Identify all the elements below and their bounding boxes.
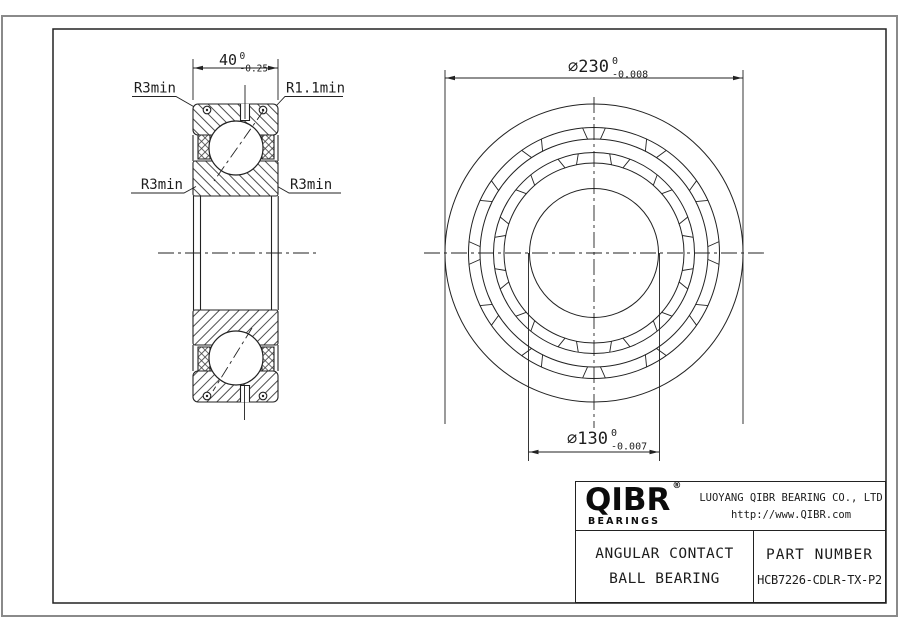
arrow-left-icon xyxy=(194,66,203,71)
fillet-label-top-right: R1.1min xyxy=(286,80,346,97)
fillet-label-top-left: R3min xyxy=(133,80,176,97)
company-name: LUOYANG QIBR BEARING CO., LTD xyxy=(699,491,883,504)
cage-pocket-bar-line xyxy=(696,304,708,305)
part-number-cell xyxy=(753,531,885,602)
cage-pocket-bar-line xyxy=(662,312,672,316)
cage-pocket-bar-line xyxy=(500,217,509,224)
front-view xyxy=(424,97,766,428)
title-block-header-row xyxy=(576,482,885,531)
fillet-label-mid-right: R3min xyxy=(290,177,333,193)
product-line1: ANGULAR CONTACT xyxy=(595,546,734,562)
cage-pocket-bar-line xyxy=(689,181,696,191)
width-tol-upper: 0 xyxy=(239,51,246,62)
cage-pocket-bar-line xyxy=(682,236,693,238)
cage-pocket-bar-line xyxy=(531,175,535,185)
width-value: 40 xyxy=(218,51,237,69)
cage-pocket-bar-line xyxy=(541,139,542,151)
cage-pocket-bar-line xyxy=(500,282,509,289)
cage-pocket-bar-line xyxy=(516,312,526,316)
cage-pocket-bar-line xyxy=(558,338,565,347)
ball-bottom xyxy=(209,331,263,385)
part-number-label: PART NUMBER xyxy=(765,546,874,563)
od-tol-lower: -0.008 xyxy=(612,69,649,81)
bore-tol-upper: 0 xyxy=(611,428,618,439)
cage-pocket-bar-line xyxy=(583,367,588,378)
cage-pocket-bar-line xyxy=(679,217,688,224)
registered-mark-icon: ® xyxy=(672,481,682,492)
od-value: ⌀230 xyxy=(568,57,609,77)
cage-pocket-bar-line xyxy=(682,269,693,271)
cage-pocket-bar-line xyxy=(689,315,696,325)
cage-pocket-bar-line xyxy=(531,321,535,331)
cage-pocket-bar-line xyxy=(469,242,480,247)
outer-ring-bottom-notch xyxy=(241,386,250,403)
cage-pocket-bar-line xyxy=(480,304,492,305)
title-block xyxy=(575,481,886,603)
leader-top-right xyxy=(277,97,344,106)
logo-text: QIBR ® xyxy=(585,481,682,519)
arrow-left-icon xyxy=(446,76,455,81)
product-name-cell xyxy=(576,531,753,602)
cage-pocket-bar-line xyxy=(522,150,532,157)
cage-pocket-bar-line xyxy=(491,181,498,191)
company-info xyxy=(697,492,885,521)
od-tol-upper: 0 xyxy=(612,56,619,67)
section-view xyxy=(158,85,320,420)
cage-pocket-bar-line xyxy=(708,259,719,264)
cage-pocket-bar-line xyxy=(662,190,672,194)
cage-pocket-bar-line xyxy=(610,154,612,165)
cage-pocket-bar-line xyxy=(708,242,719,247)
cage-top-right xyxy=(262,135,274,159)
title-block-detail-row xyxy=(576,531,885,602)
product-line2: BALL BEARING xyxy=(609,571,720,587)
cage-pocket-bar-line xyxy=(600,128,605,139)
cage-pocket-bar-line xyxy=(495,236,506,238)
cage-pocket-bar-line xyxy=(656,348,666,355)
fillet-label-mid-left: R3min xyxy=(140,177,183,193)
cage-pocket-bar-line xyxy=(577,341,579,352)
cage-pocket-bar-line xyxy=(491,315,498,325)
cage-pocket-bar-line xyxy=(623,159,630,168)
arrow-right-icon xyxy=(733,76,742,81)
cage-pocket-bar-line xyxy=(623,338,630,347)
cage-pocket-bar-line xyxy=(656,150,666,157)
cage-pocket-bar-line xyxy=(516,190,526,194)
company-logo xyxy=(576,481,697,528)
cage-pocket-bar-line xyxy=(522,348,532,355)
cage-pocket-bar-line xyxy=(696,200,708,201)
arrow-left-icon xyxy=(530,450,539,455)
cage-pocket-bar-line xyxy=(469,259,480,264)
ball-top xyxy=(209,121,263,175)
cage-pocket-bar-line xyxy=(679,282,688,289)
logo-subtitle: BEARINGS xyxy=(588,516,661,528)
part-number-value: HCB7226-CDLR-TX-P2 xyxy=(757,572,882,587)
cage-pocket-bar-line xyxy=(541,355,542,367)
cage-pocket-bar-line xyxy=(495,269,506,271)
cage-pocket-bar-line xyxy=(653,321,657,331)
cage-pocket-bar-line xyxy=(600,367,605,378)
width-tol-lower: -0.25 xyxy=(239,63,269,75)
cage-pocket-bar-line xyxy=(583,128,588,139)
arrow-right-icon xyxy=(650,450,659,455)
cage-pocket-bar-line xyxy=(577,154,579,165)
company-url: http://www.QIBR.com xyxy=(730,508,852,521)
arrow-right-icon xyxy=(268,66,277,71)
cage-pocket-bar-line xyxy=(653,175,657,185)
leader-top-left xyxy=(132,97,194,107)
cage-bottom-right xyxy=(262,347,274,371)
bore-value: ⌀130 xyxy=(567,429,608,449)
cage-top-left xyxy=(198,135,210,159)
bore-tol-lower: -0.007 xyxy=(611,441,648,453)
cage-pocket-bar-line xyxy=(558,159,565,168)
cage-pocket-bar-line xyxy=(480,200,492,201)
cage-bottom-left xyxy=(198,347,210,371)
cage-pocket-bar-line xyxy=(645,139,646,151)
cage-pocket-bar-line xyxy=(610,341,612,352)
cage-pocket-bar-line xyxy=(645,355,646,367)
